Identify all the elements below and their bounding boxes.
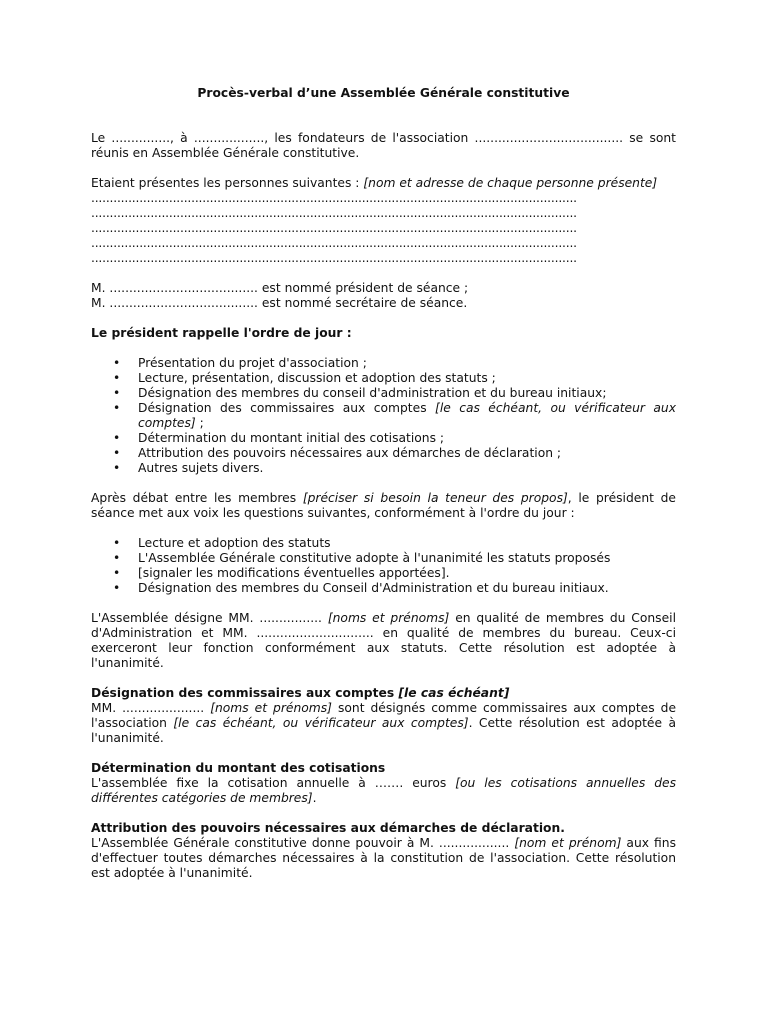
debate-paragraph: Après débat entre les membres [préciser si besoin la teneur des propos], le président de séance met aux voix les questions suivantes, conformément à l'ordre du jour : — [91, 491, 676, 520]
vote-list — [91, 536, 676, 596]
bullet-icon: • — [113, 461, 121, 475]
powers-paragraph: L'Assemblée Générale constitutive donne pouvoir à M. .................. [nom et prénom] aux fins d'effectuer toutes démarches nécessaires à la constitution de l'association. Cette résolution est adoptée à l'unanimité. — [91, 836, 676, 880]
fees-heading: Détermination du montant des cotisations — [91, 761, 386, 775]
attendees-note: [nom et adresse de chaque personne présente] — [363, 176, 658, 190]
agenda-item: • Présentation du projet d'association ; — [113, 356, 367, 370]
bullet-icon: • — [113, 371, 121, 385]
powers-heading: Attribution des pouvoirs nécessaires aux démarches de déclaration. — [91, 821, 565, 835]
secretary-line: M. ...................................... est nommé secrétaire de séance. — [91, 296, 468, 310]
dotted-line: ................................................................................................................................... — [91, 251, 577, 265]
dotted-line: ................................................................................................................................... — [91, 191, 577, 205]
agenda-item: • Détermination du montant initial des cotisations ; — [113, 431, 445, 445]
president-line: M. ...................................... est nommé président de séance ; — [91, 281, 469, 295]
auditors-paragraph: MM. ..................... [noms et prénoms] sont désignés comme commissaires aux comptes de l'association [le cas échéant, ou vérificateur aux comptes]. Cette résolution est adoptée à l'unanimité. — [91, 701, 677, 745]
vote-item: • Désignation des membres du Conseil d'Administration et du bureau initiaux. — [113, 581, 609, 595]
bullet-icon: • — [113, 446, 121, 460]
agenda-item: • Lecture, présentation, discussion et adoption des statuts ; — [113, 371, 496, 385]
dotted-line: ................................................................................................................................... — [91, 206, 577, 220]
bullet-icon: • — [113, 581, 121, 595]
vote-item: • L'Assemblée Générale constitutive adopte à l'unanimité les statuts proposés — [113, 551, 611, 565]
bullet-icon: • — [113, 551, 121, 565]
bullet-icon: • — [113, 356, 121, 370]
agenda-item: • Attribution des pouvoirs nécessaires aux démarches de déclaration ; — [113, 446, 562, 460]
intro-paragraph: Le ..............., à .................., les fondateurs de l'association ...................................... se sont réunis en Assemblée Générale constitutive. — [91, 131, 676, 160]
agenda-item: • Désignation des commissaires aux comptes [le cas échéant, ou vérificateur aux comptes] ; — [113, 401, 676, 430]
bullet-icon: • — [113, 431, 121, 445]
agenda-heading: Le président rappelle l'ordre de jour : — [91, 326, 352, 340]
document-body — [91, 86, 676, 881]
agenda-list — [91, 356, 676, 476]
fees-paragraph: L'assemblée fixe la cotisation annuelle à ……. euros [ou les cotisations annuelles des différentes catégories de membres]. — [91, 776, 676, 805]
bullet-icon: • — [113, 386, 121, 400]
bullet-icon: • — [113, 536, 121, 550]
dotted-line: ................................................................................................................................... — [91, 236, 577, 250]
auditors-heading: Désignation des commissaires aux comptes [le cas échéant] — [91, 686, 510, 700]
dotted-line: ................................................................................................................................... — [91, 221, 577, 235]
agenda-item: • Désignation des membres du conseil d'administration et du bureau initiaux; — [113, 386, 607, 400]
agenda-item: • Autres sujets divers. — [113, 461, 264, 475]
vote-item: • Lecture et adoption des statuts — [113, 536, 331, 550]
board-paragraph: L'Assemblée désigne MM. ................ [noms et prénoms] en qualité de membres du Conseil d'Administration et MM. .............................. en qualité de membres du bureau. Ceux-ci exerceront leur fonction conformément aux statuts. Cette résolution est adoptée à l'unanimité. — [91, 611, 676, 670]
bullet-icon: • — [113, 566, 121, 580]
document-title: Procès-verbal d’une Assemblée Générale constitutive — [197, 86, 570, 100]
attendees-paragraph — [91, 176, 676, 191]
vote-item: • [signaler les modifications éventuelles apportées]. — [113, 566, 450, 580]
attendees-lead: Etaient présentes les personnes suivantes : — [91, 176, 364, 190]
bullet-icon: • — [113, 401, 121, 415]
